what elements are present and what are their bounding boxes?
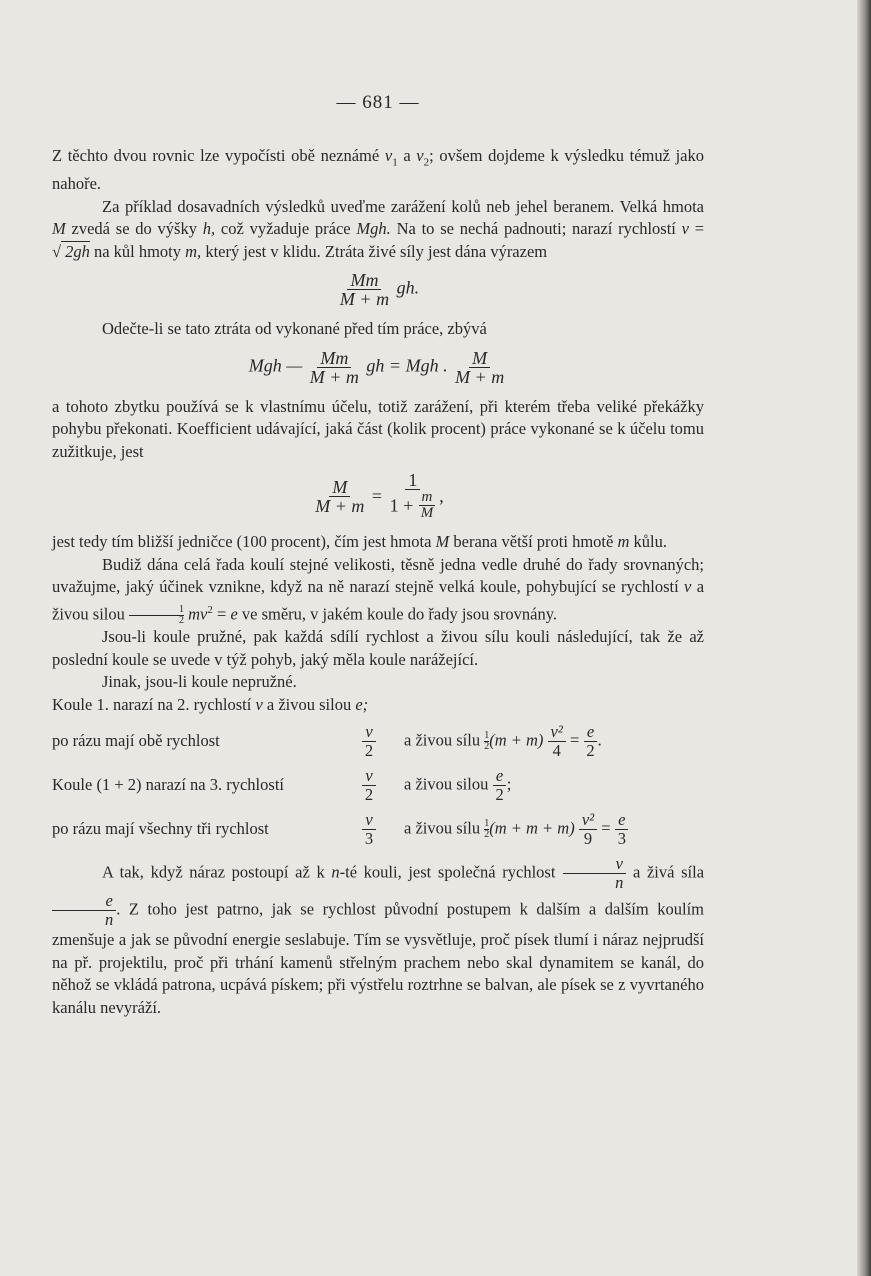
paragraph-6: Budiž dána celá řada koulí stejné velikosti, těsně jedna vedle druhé do řady srovnaných; uvažujme, jaký účinek vznikne, když na ně narazí stejně velká koule, pohybující se rychlostí v a živou silou $\frac{1}{2}$ $mv^2 = e$ ve směru, v jakém koule do řady jsou srovnány. bbox=[52, 554, 705, 627]
document-page bbox=[52, 92, 704, 1019]
paragraph-7: Jsou-li koule pružné, pak každá sdílí rychlost a živou sílu kouli následující, tak že až poslední koule se uvede v týž pohyb, jaký měla koule narážející. bbox=[52, 627, 704, 669]
collision-row-3: po rázu mají všechny tři rychlost $\frac{v}{3}$ a živou sílu $\frac{1}{2}$ (m + m + m) $\frac{\text{v²}}{9}$ = $\frac{e}{3}$ bbox=[52, 811, 704, 848]
paragraph-3: Odečte-li se tato ztráta od vykonané před tím práce, zbývá bbox=[102, 319, 487, 339]
page-edge bbox=[857, 0, 871, 1276]
collision-row-2: Koule (1 + 2) narazí na 3. rychlostí $\frac{v}{2}$ a živou silou $\frac{e}{2}$ ; bbox=[52, 766, 512, 805]
paragraph-1: Z těchto dvou rovnic lze vypočísti obě neznámé $v_1$ a $v_2$; ovšem dojdeme k výsledku témuž jako nahoře. bbox=[52, 145, 704, 194]
formula-coefficient: $\frac{M}{M + m}$ = 1 1 + $\frac{m}{M}$ , bbox=[315, 470, 444, 522]
collision-row-1: po rázu mají obě rychlost $\frac{v}{2}$ a živou sílu $\frac{1}{2}$ (m + m) $\frac{\text{v²}}{4}$ = $\frac{e}{2}$ . bbox=[52, 722, 602, 761]
paragraph-9: Koule 1. narazí na 2. rychlostí v a živou silou e; bbox=[52, 694, 369, 714]
paragraph-4: a tohoto zbytku používá se k vlastnímu účelu, totiž zarážení, při kterém třeba veliké překážky pohybu překonati. Koefficient udávající, jaká část (kolik procent) práce vykonané se k účelu tomu zužitkuje, jest bbox=[52, 396, 704, 461]
paragraph-5: jest tedy tím bližší jedničce (100 procent), čím jest hmota M berana větší proti hmotě m kůlu. bbox=[52, 532, 667, 552]
paragraph-2: Za příklad dosavadních výsledků uveďme zarážení kolů neb jehel beranem. Velká hmota M zvedá se do výšky h, což vyžaduje práce Mgh. Na to se nechá padnouti; narazí rychlostí v = √ 2gh na kůl hmoty m, který jest v klidu. Ztráta živé síly jest dána výrazem bbox=[52, 196, 705, 261]
formula-remainder: Mgh — $\frac{Mm}{M + m}$ gh = Mgh . $\frac{M}{M + m}$ bbox=[248, 347, 505, 387]
paragraph-8: Jinak, jsou-li koule nepružné. bbox=[102, 672, 297, 692]
paragraph-10: A tak, když náraz postoupí až k n-té kouli, jest společná rychlost $\frac{v}{n}$ a živá síla $\frac{e}{n}$ . Z toho jest patrno, jak se rychlost původní postupem k dalším a dalším koulím zmenšuje a jak se původní energie seslabuje. Tím se vysvětluje, proč písek tlumí i náraz nejprudší na př. projektilu, proč při trhání kamenů střelným prachem nebo skal dynamitem se kanál, do něhož se vkládá patrona, ucpává pískem; při výstřelu roztrhne se balvan, ale písek se z vyvrtaného kanálu nevyráží. bbox=[52, 854, 705, 1017]
page-number: — 681 — bbox=[336, 92, 420, 113]
formula-loss: $\frac{Mm}{M + m}$ gh. bbox=[339, 270, 420, 310]
